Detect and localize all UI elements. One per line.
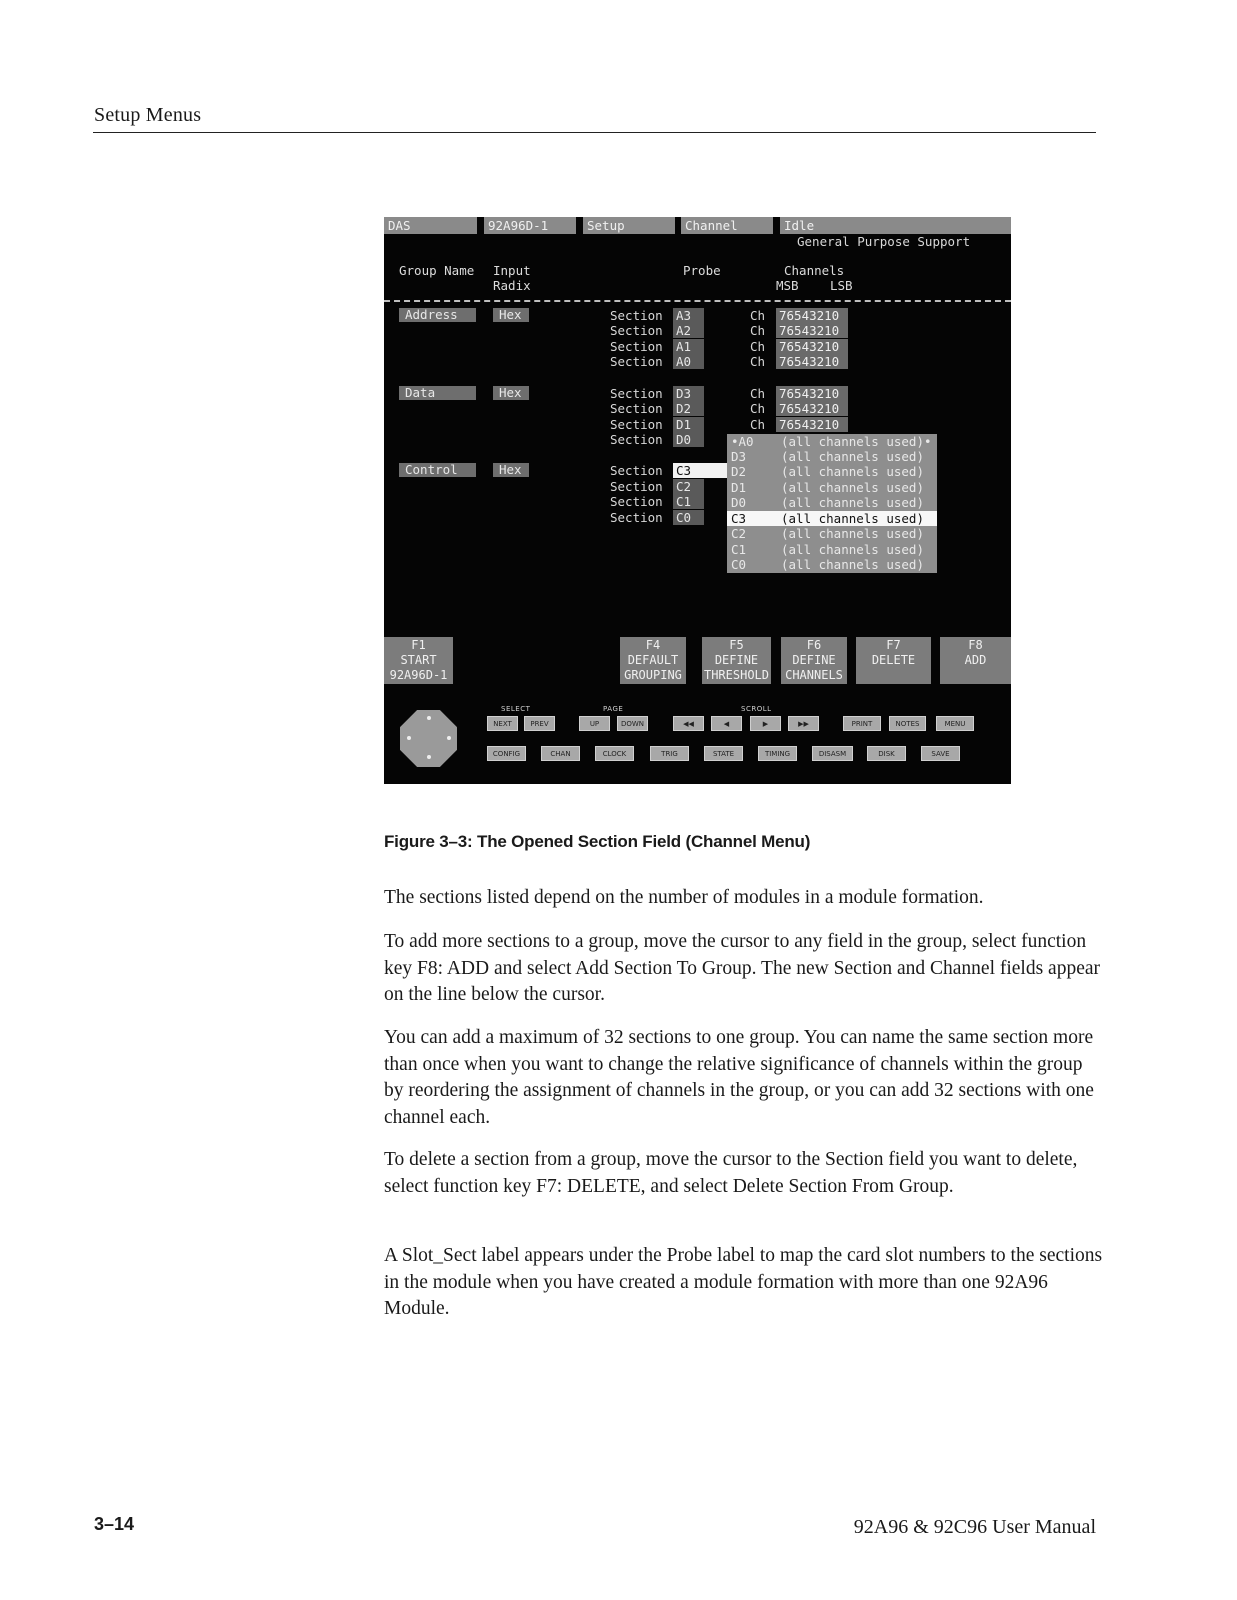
paragraph: To add more sections to a group, move the cursor to any field in the group, select function key F8: ADD and select Add Section To Group. The new Section and Channel fields appear on the line below the cursor. xyxy=(384,931,1101,1005)
group-name-data[interactable]: Data xyxy=(399,386,476,400)
popup-item-code: D1 xyxy=(731,480,747,495)
f4-line1: DEFAULT xyxy=(627,653,679,667)
f6-key-label: F6 xyxy=(806,638,822,652)
status-das: DAS xyxy=(384,217,477,234)
col-radix: Radix xyxy=(493,278,531,293)
f5-line2: THRESHOLD xyxy=(703,668,770,682)
group-name-address[interactable]: Address xyxy=(399,308,476,322)
f6-define-channels-button[interactable] xyxy=(781,637,847,684)
section-label: Section xyxy=(610,494,663,509)
section-field-a3[interactable]: A3 xyxy=(673,308,704,323)
f5-line1: DEFINE xyxy=(714,653,759,667)
section-label: Section xyxy=(610,463,663,478)
f6-line1: DEFINE xyxy=(792,653,836,667)
status-module: 92A96D-1 xyxy=(484,217,576,234)
popup-item[interactable] xyxy=(727,542,937,557)
f5-key-label: F5 xyxy=(729,638,744,652)
popup-item-desc: (all channels used) xyxy=(781,480,924,495)
section-field-d3[interactable]: D3 xyxy=(673,386,704,401)
ch-label: Ch xyxy=(750,354,766,369)
popup-item-desc: (all channels used) xyxy=(781,557,924,572)
col-channels: Channels xyxy=(784,263,845,278)
col-lsb: LSB xyxy=(830,278,853,293)
status-channel: Channel xyxy=(681,217,773,234)
menu-button[interactable]: MENU xyxy=(936,716,974,731)
section-field-c2[interactable]: C2 xyxy=(673,479,704,494)
f8-add-button[interactable] xyxy=(940,637,1011,684)
popup-item-code: C3 xyxy=(731,511,747,526)
page-label: PAGE xyxy=(603,705,624,713)
clock-button[interactable]: CLOCK xyxy=(595,746,634,761)
prev-button[interactable]: PREV xyxy=(524,716,555,731)
f7-line1: DELETE xyxy=(871,653,916,667)
section-label: Section xyxy=(610,386,663,401)
disk-button[interactable]: DISK xyxy=(867,746,906,761)
section-field-a2[interactable]: A2 xyxy=(673,323,704,338)
popup-item-code: C2 xyxy=(731,526,747,541)
f4-key-label: F4 xyxy=(645,638,661,652)
notes-button[interactable]: NOTES xyxy=(889,716,926,731)
ch-label: Ch xyxy=(750,401,766,416)
popup-item-desc: (all channels used) xyxy=(781,511,924,526)
section-label: Section xyxy=(610,479,663,494)
section-popup-list[interactable] xyxy=(727,434,937,573)
section-label: Section xyxy=(610,354,663,369)
popup-item-selected[interactable] xyxy=(727,511,937,526)
popup-item[interactable] xyxy=(727,480,937,495)
section-field-c3-selected[interactable]: C3 xyxy=(673,463,730,478)
popup-item[interactable] xyxy=(727,557,937,572)
popup-item-code: •A0 xyxy=(731,434,754,449)
f4-default-grouping-button[interactable] xyxy=(620,637,686,684)
f1-start-button[interactable] xyxy=(384,637,453,684)
section-field-a1[interactable]: A1 xyxy=(673,339,704,354)
paragraph: The sections listed depend on the number of modules in a module formation. xyxy=(384,887,984,908)
popup-item[interactable] xyxy=(727,449,937,464)
section-field-c1[interactable]: C1 xyxy=(673,494,704,509)
radix-address[interactable]: Hex xyxy=(493,308,529,322)
f7-delete-button[interactable] xyxy=(856,637,931,684)
manual-title: 92A96 & 92C96 User Manual xyxy=(853,1516,1096,1538)
f1-line2: 92A96D-1 xyxy=(389,668,448,682)
popup-item-desc: (all channels used) xyxy=(781,542,924,557)
popup-item-code: D2 xyxy=(731,464,747,479)
section-label: Section xyxy=(610,510,663,525)
page-up-button[interactable]: UP xyxy=(579,716,610,731)
popup-item-code: C0 xyxy=(731,557,747,572)
status-subtitle: General Purpose Support xyxy=(797,234,971,249)
header-divider xyxy=(384,300,1011,302)
pad-up-dot xyxy=(427,716,431,720)
popup-item[interactable] xyxy=(727,495,937,510)
figure-caption: Figure 3–3: The Opened Section Field (Channel Menu) xyxy=(384,832,811,851)
popup-item[interactable] xyxy=(727,464,937,479)
channel-field[interactable]: 76543210 xyxy=(776,354,848,369)
col-probe: Probe xyxy=(683,263,721,278)
popup-item[interactable] xyxy=(727,434,937,449)
status-setup: Setup xyxy=(583,217,675,234)
section-field-d1[interactable]: D1 xyxy=(673,417,704,432)
state-button[interactable]: STATE xyxy=(704,746,743,761)
channel-field[interactable]: 76543210 xyxy=(776,386,848,401)
pad-right-dot xyxy=(447,736,451,740)
popup-item-desc: (all channels used) xyxy=(781,464,924,479)
col-group-name: Group Name xyxy=(399,263,475,278)
pad-left-dot xyxy=(407,736,411,740)
section-label: Section xyxy=(610,401,663,416)
config-button[interactable]: CONFIG xyxy=(487,746,526,761)
select-label: SELECT xyxy=(501,705,531,713)
radix-data[interactable]: Hex xyxy=(493,386,529,400)
channel-field[interactable]: 76543210 xyxy=(776,339,848,354)
f5-define-threshold-button[interactable] xyxy=(702,637,771,684)
channel-field[interactable]: 76543210 xyxy=(776,308,848,323)
ch-label: Ch xyxy=(750,417,766,432)
f1-line1: START xyxy=(400,653,437,667)
popup-item-desc: (all channels used) xyxy=(781,449,924,464)
popup-item-code: D3 xyxy=(731,449,747,464)
section-field-d2[interactable]: D2 xyxy=(673,401,704,416)
section-field-a0[interactable]: A0 xyxy=(673,354,704,369)
running-head: Setup Menus xyxy=(94,104,202,126)
group-name-control[interactable]: Control xyxy=(399,463,476,477)
f8-key-label: F8 xyxy=(968,638,983,652)
scroll-right-button[interactable]: ▶ xyxy=(750,716,781,731)
col-input: Input xyxy=(493,263,531,278)
f4-line2: GROUPING xyxy=(624,668,682,682)
popup-item-code: D0 xyxy=(731,495,747,510)
col-msb: MSB xyxy=(776,278,799,293)
ch-label: Ch xyxy=(750,323,766,338)
save-button[interactable]: SAVE xyxy=(921,746,960,761)
trig-button[interactable]: TRIG xyxy=(650,746,689,761)
section-label: Section xyxy=(610,432,663,447)
popup-item[interactable] xyxy=(727,526,937,541)
channel-field[interactable]: 76543210 xyxy=(776,323,848,338)
next-button[interactable]: NEXT xyxy=(487,716,518,731)
section-label: Section xyxy=(610,417,663,432)
paragraph: You can add a maximum of 32 sections to one group. You can name the same section more than once when you want to change the relative significance of channels within the group by reordering the assignment of channels in the group, or you can add 32 sections with one channel each. xyxy=(384,1027,1094,1128)
header-rule xyxy=(93,132,1096,133)
channel-field[interactable]: 76543210 xyxy=(776,401,848,416)
f7-key-label: F7 xyxy=(886,638,901,652)
popup-item-desc: (all channels used)• xyxy=(781,434,932,449)
radix-control[interactable]: Hex xyxy=(493,463,529,477)
scroll-last-button[interactable]: ▶▶ xyxy=(788,716,819,731)
status-idle: Idle xyxy=(780,217,1011,234)
ch-label: Ch xyxy=(750,308,766,323)
f1-key-label: F1 xyxy=(411,638,426,652)
scroll-label: SCROLL xyxy=(741,705,772,713)
page-number: 3–14 xyxy=(94,1514,135,1534)
section-field-c0[interactable]: C0 xyxy=(673,510,704,525)
popup-item-code: C1 xyxy=(731,542,747,557)
section-label: Section xyxy=(610,308,663,323)
section-field-d0[interactable]: D0 xyxy=(673,432,704,447)
paragraph: To delete a section from a group, move the cursor to the Section field you want to delete, select function key F7: DELETE, and select Delete Section From Group. xyxy=(384,1149,1078,1197)
pad-down-dot xyxy=(427,755,431,759)
page-down-button[interactable]: DOWN xyxy=(617,716,648,731)
section-label: Section xyxy=(610,323,663,338)
section-label: Section xyxy=(610,339,663,354)
channel-field[interactable]: 76543210 xyxy=(776,417,848,432)
chan-button[interactable]: CHAN xyxy=(541,746,580,761)
scroll-first-button[interactable]: ◀◀ xyxy=(673,716,704,731)
paragraph: A Slot_Sect label appears under the Probe label to map the card slot numbers to the sections in the module when you have created a module formation with more than one 92A96 Module. xyxy=(384,1245,1103,1319)
disasm-button[interactable]: DISASM xyxy=(812,746,853,761)
f8-line1: ADD xyxy=(964,653,987,667)
ch-label: Ch xyxy=(750,386,766,401)
print-button[interactable]: PRINT xyxy=(843,716,881,731)
popup-item-desc: (all channels used) xyxy=(781,495,924,510)
channel-menu-screenshot xyxy=(384,217,1011,784)
popup-item-desc: (all channels used) xyxy=(781,526,924,541)
f6-line2: CHANNELS xyxy=(785,668,843,682)
ch-label: Ch xyxy=(750,339,766,354)
timing-button[interactable]: TIMING xyxy=(758,746,797,761)
scroll-left-button[interactable]: ◀ xyxy=(711,716,742,731)
